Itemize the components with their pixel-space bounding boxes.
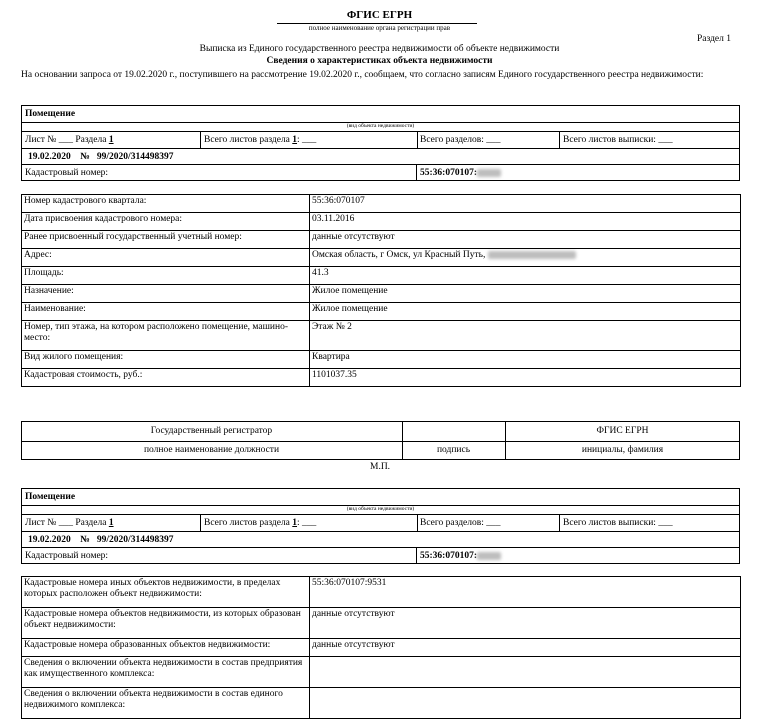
table-row bbox=[22, 213, 741, 231]
table-row bbox=[22, 639, 741, 657]
cadastral-value: 55:36:070107: bbox=[420, 168, 501, 179]
object-type-caption: (вид объекта недвижимости) bbox=[346, 506, 415, 512]
row-value bbox=[310, 688, 741, 719]
table-row bbox=[22, 285, 741, 303]
object-type: Помещение bbox=[25, 492, 76, 502]
row-value: Жилое помещение bbox=[310, 303, 741, 321]
cadastral-label: Кадастровый номер: bbox=[25, 168, 109, 178]
table-row bbox=[22, 351, 741, 369]
row-value: Омская область, г Омск, ул Красный Путь, bbox=[310, 249, 741, 267]
redacted-mark bbox=[488, 251, 576, 259]
row-label: Наименование: bbox=[22, 303, 310, 321]
row-value: 55:36:070107:9531 bbox=[310, 577, 741, 608]
table-row bbox=[22, 369, 741, 387]
row-value: 55:36:070107 bbox=[310, 195, 741, 213]
extract-title: Выписка из Единого государственного реестра недвижимости об объекте недвижимости bbox=[199, 44, 560, 54]
row-value: Жилое помещение bbox=[310, 285, 741, 303]
name-caption: инициалы, фамилия bbox=[581, 445, 664, 455]
table-row bbox=[22, 303, 741, 321]
table-row bbox=[22, 195, 741, 213]
row-label: Кадастровые номера объектов недвижимости, из которых образован объект недвижимости: bbox=[22, 608, 310, 639]
extract-date-number: 19.02.2020 № 99/2020/314498397 bbox=[28, 152, 174, 162]
total-sheets: Всего листов раздела 1: ___ bbox=[204, 518, 317, 528]
row-label: Площадь: bbox=[22, 267, 310, 285]
row-value: данные отсутствуют bbox=[310, 608, 741, 639]
registrar-position: Государственный регистратор bbox=[150, 426, 273, 436]
row-value: Этаж № 2 bbox=[310, 321, 741, 351]
characteristics-table-1 bbox=[21, 194, 741, 387]
table-row bbox=[22, 577, 741, 608]
object-type: Помещение bbox=[25, 109, 76, 119]
authority-caption: полное наименование органа регистрации прав bbox=[308, 24, 451, 32]
signature-caption: подпись bbox=[436, 445, 471, 455]
registrar-org: ФГИС ЕГРН bbox=[596, 426, 649, 436]
row-label: Сведения о включении объекта недвижимости в состав единого недвижимого комплекса: bbox=[22, 688, 310, 719]
row-label: Кадастровые номера иных объектов недвижимости, в пределах которых расположен объект недвижимости: bbox=[22, 577, 310, 608]
row-value: Квартира bbox=[310, 351, 741, 369]
cadastral-label: Кадастровый номер: bbox=[25, 551, 109, 561]
table-row bbox=[22, 321, 741, 351]
stamp-place: М.П. bbox=[370, 462, 391, 472]
row-label: Сведения о включении объекта недвижимости в состав предприятия как имущественного комплекса: bbox=[22, 657, 310, 688]
row-label: Ранее присвоенный государственный учетный номер: bbox=[22, 231, 310, 249]
row-label: Номер кадастрового квартала: bbox=[22, 195, 310, 213]
table-row bbox=[22, 657, 741, 688]
row-value: 1101037.35 bbox=[310, 369, 741, 387]
row-value: данные отсутствуют bbox=[310, 231, 741, 249]
extract-subtitle: Сведения о характеристиках объекта недвижимости bbox=[266, 56, 493, 66]
sheet-number: Лист № ___ Раздела 1 bbox=[25, 135, 114, 145]
total-extract-sheets: Всего листов выписки: ___ bbox=[563, 518, 673, 528]
row-label: Адрес: bbox=[22, 249, 310, 267]
row-value bbox=[310, 657, 741, 688]
row-value: 41.3 bbox=[310, 267, 741, 285]
row-label: Кадастровые номера образованных объектов недвижимости: bbox=[22, 639, 310, 657]
authority-title: ФГИС ЕГРН bbox=[346, 9, 413, 21]
redacted-mark bbox=[477, 552, 501, 560]
characteristics-table-2 bbox=[21, 576, 741, 719]
row-label: Вид жилого помещения: bbox=[22, 351, 310, 369]
position-caption: полное наименование должности bbox=[143, 445, 280, 455]
total-extract-sheets: Всего листов выписки: ___ bbox=[563, 135, 673, 145]
intro-text: На основании запроса от 19.02.2020 г., поступившего на рассмотрение 19.02.2020 г., сообщаем, что согласно записям Единого государственного реестра недвижимости: bbox=[21, 70, 704, 80]
object-type-caption: (вид объекта недвижимости) bbox=[346, 123, 415, 129]
sheet-number: Лист № ___ Раздела 1 bbox=[25, 518, 114, 528]
table-row bbox=[22, 249, 741, 267]
row-label: Назначение: bbox=[22, 285, 310, 303]
total-sheets: Всего листов раздела 1: ___ bbox=[204, 135, 317, 145]
table-row bbox=[22, 688, 741, 719]
total-sections: Всего разделов: ___ bbox=[420, 518, 501, 528]
row-label: Кадастровая стоимость, руб.: bbox=[22, 369, 310, 387]
row-label: Номер, тип этажа, на котором расположено помещение, машино-место: bbox=[22, 321, 310, 351]
redacted-mark bbox=[477, 169, 501, 177]
extract-date-number: 19.02.2020 № 99/2020/314498397 bbox=[28, 535, 174, 545]
row-value: 03.11.2016 bbox=[310, 213, 741, 231]
table-row bbox=[22, 231, 741, 249]
cadastral-value: 55:36:070107: bbox=[420, 551, 501, 562]
table-row bbox=[22, 267, 741, 285]
table-row bbox=[22, 608, 741, 639]
section-label: Раздел 1 bbox=[697, 34, 731, 44]
row-label: Дата присвоения кадастрового номера: bbox=[22, 213, 310, 231]
total-sections: Всего разделов: ___ bbox=[420, 135, 501, 145]
row-value: данные отсутствуют bbox=[310, 639, 741, 657]
